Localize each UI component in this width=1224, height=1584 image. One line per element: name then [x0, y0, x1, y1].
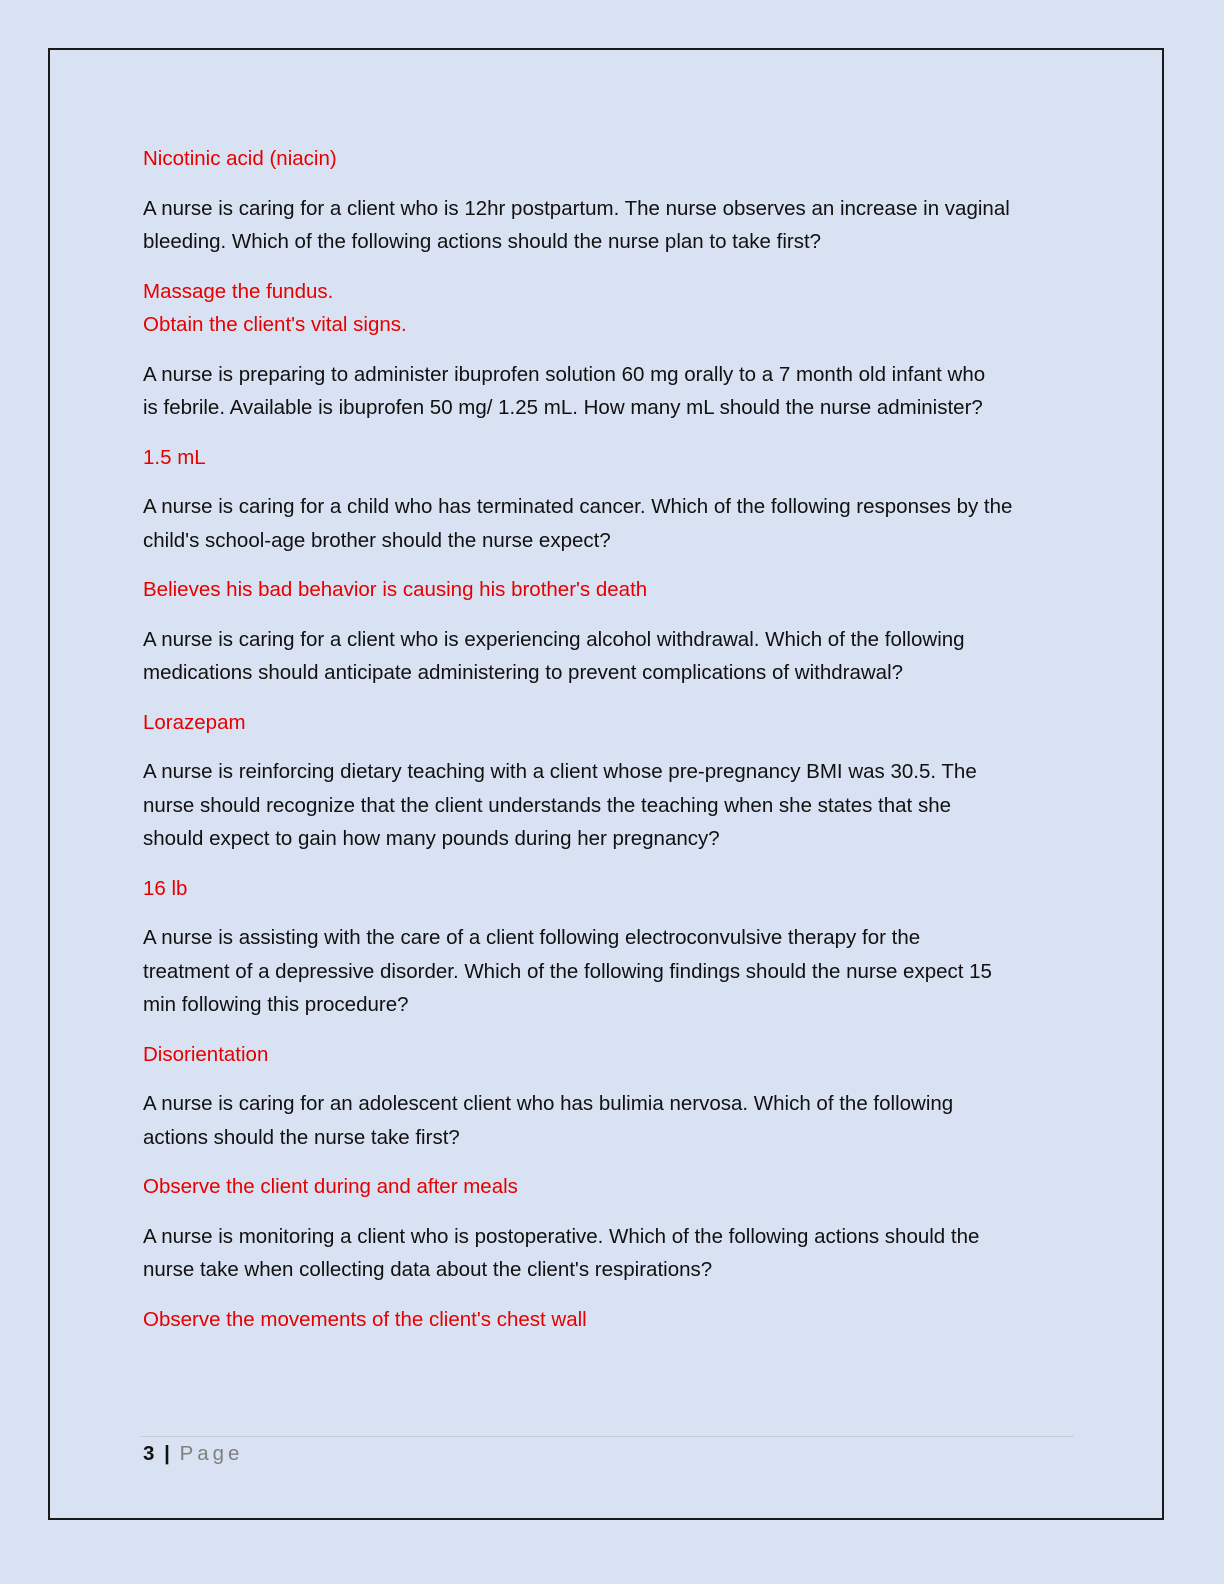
text-line: nurse should recognize that the client understands the teaching when she states that she [143, 793, 951, 817]
question-text [143, 490, 1078, 557]
text-line: A nurse is caring for a child who has terminated cancer. Which of the following responses by the [143, 495, 1013, 518]
text-line: Massage the fundus. [143, 279, 334, 303]
answer-text [143, 1303, 1078, 1337]
page-number: 3 [143, 1442, 155, 1465]
text-line: 1.5 mL [143, 445, 206, 469]
answer-text [143, 1038, 1078, 1072]
text-line: A nurse is monitoring a client who is postoperative. Which of the following actions should the [143, 1224, 980, 1248]
question-text [143, 1087, 1078, 1154]
text-line: A nurse is caring for a client who is experiencing alcohol withdrawal. Which of the following [143, 627, 965, 651]
question-text [143, 921, 1078, 1022]
text-line: Obtain the client's vital signs. [143, 313, 407, 336]
text-line: min following this procedure? [143, 993, 409, 1016]
text-line: A nurse is preparing to administer ibuprofen solution 60 mg orally to a 7 month old infant who [143, 362, 986, 386]
footer-separator: | [164, 1442, 170, 1465]
answer-text [143, 872, 1078, 906]
text-line: Observe the movements of the client's chest wall [143, 1307, 587, 1331]
text-line: bleeding. Which of the following actions should the nurse plan to take first? [143, 230, 822, 253]
page-label: Page [179, 1442, 244, 1465]
text-line: child's school-age brother should the nurse expect? [143, 528, 611, 552]
text-line: Disorientation [143, 1042, 269, 1066]
answer-text [143, 275, 1078, 342]
question-text [143, 358, 1078, 425]
answer-text [143, 706, 1078, 740]
text-line: A nurse is caring for a client who is 12hr postpartum. The nurse observes an increase in vaginal [143, 196, 1010, 220]
question-text [143, 623, 1078, 690]
answer-text [143, 573, 1078, 607]
text-line: is febrile. Available is ibuprofen 50 mg/ 1.25 mL. How many mL should the nurse administer? [143, 396, 983, 419]
text-line: medications should anticipate administering to prevent complications of withdrawal? [143, 661, 904, 684]
question-text [143, 755, 1078, 856]
footer-divider [140, 1436, 1074, 1437]
text-line: nurse take when collecting data about the client's respirations? [143, 1258, 713, 1281]
text-line: treatment of a depressive disorder. Which of the following findings should the nurse expect 15 [143, 959, 992, 983]
text-line: actions should the nurse take first? [143, 1125, 460, 1149]
question-text [143, 1220, 1078, 1287]
answer-text [143, 142, 1078, 176]
text-line: A nurse is assisting with the care of a client following electroconvulsive therapy for the [143, 926, 921, 949]
text-line: Observe the client during and after meals [143, 1175, 518, 1198]
text-line: Lorazepam [143, 710, 246, 734]
page-footer [143, 1440, 243, 1468]
answer-text [143, 441, 1078, 475]
answer-text [143, 1170, 1078, 1204]
question-text [143, 192, 1078, 259]
text-line: Nicotinic acid (niacin) [143, 147, 337, 170]
document-body [143, 142, 1078, 1352]
text-line: A nurse is reinforcing dietary teaching with a client whose pre-pregnancy BMI was 30.5. The [143, 760, 977, 783]
text-line: A nurse is caring for an adolescent client who has bulimia nervosa. Which of the following [143, 1092, 954, 1115]
text-line: Believes his bad behavior is causing his brother's death [143, 578, 648, 601]
text-line: 16 lb [143, 876, 188, 900]
text-line: should expect to gain how many pounds during her pregnancy? [143, 827, 720, 850]
